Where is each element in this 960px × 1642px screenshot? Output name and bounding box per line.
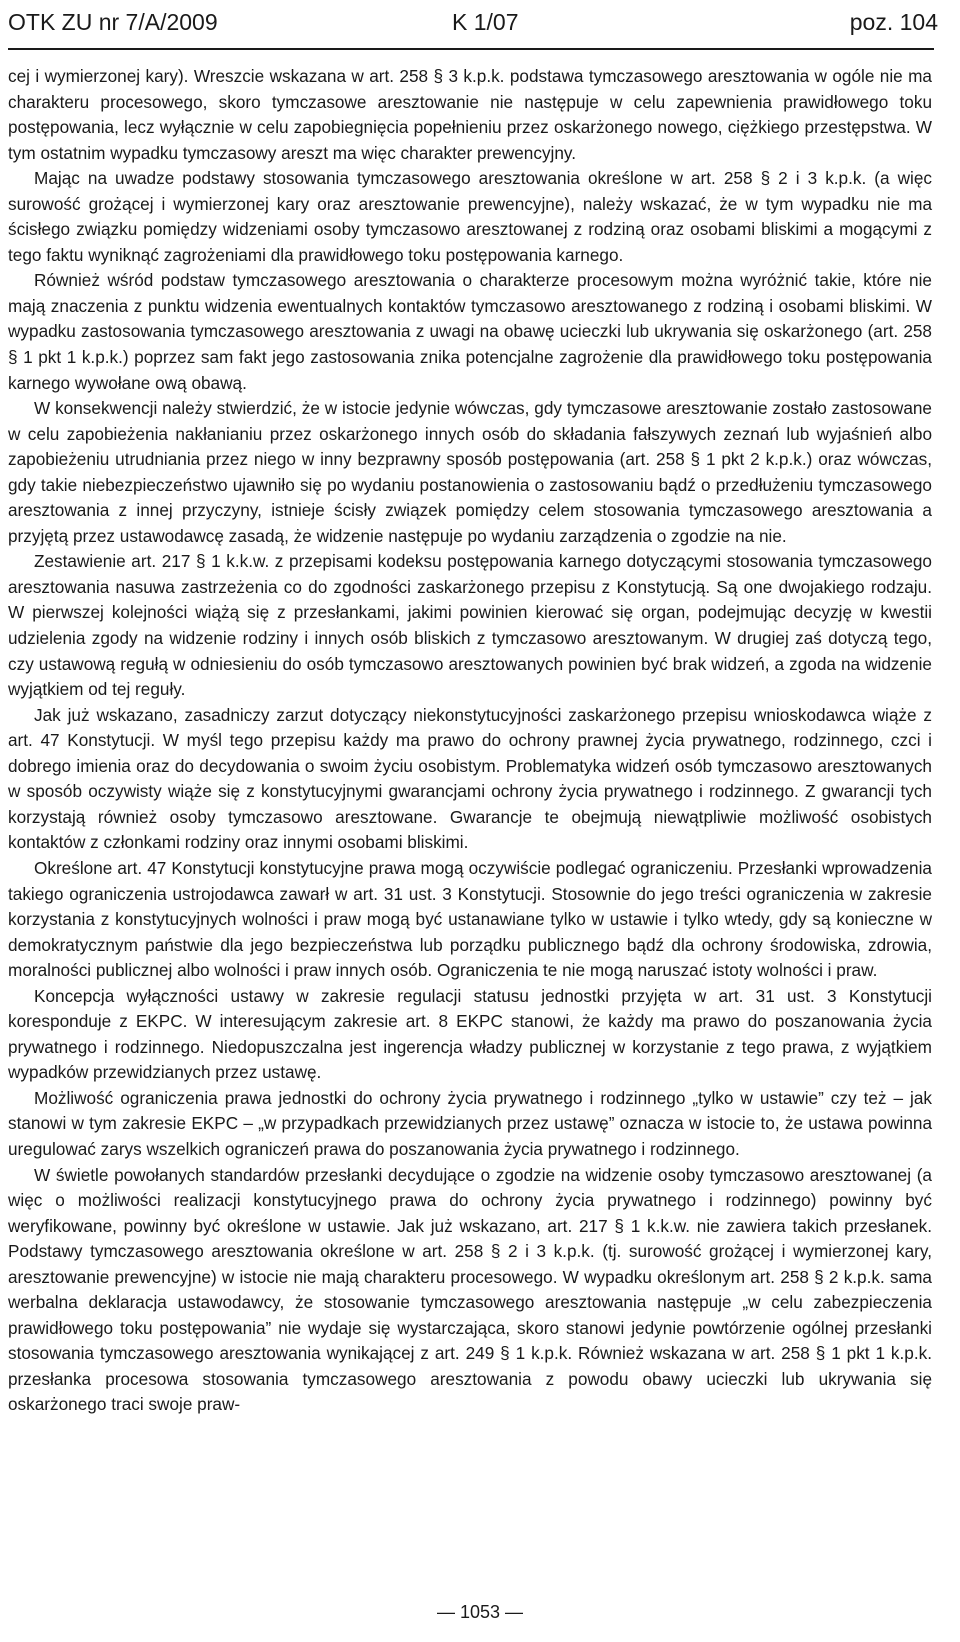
paragraph: Jak już wskazano, zasadniczy zarzut dotyczący niekonstytucyjności zaskarżonego przepisu wnioskodawca wiąże z art. 47 Konstytucji. W myśl tego przepisu każdy ma prawo do ochrony prawnej życia prywatnego, rodzinnego, czci i dobrego imienia oraz do decydowania o swoim życiu osobistym. Problematyka widzeń osób tymczasowo aresztowanych w sposób oczywisty wiąże się z konstytucyjnymi gwarancjami ochrony życia prywatnego i rodzinnego. Z gwarancji tych korzystają również osoby tymczasowo aresztowane. Gwarancje te obejmują niewątpliwie możliwość osobistych kontaktów z członkami rodziny oraz innymi osobami bliskimi. bbox=[8, 704, 932, 853]
paragraph: Koncepcja wyłączności ustawy w zakresie regulacji statusu jednostki przyjęta w art. 31 ust. 3 Konstytucji koresponduje z EKPC. W interesującym zakresie art. 8 EKPC stanowi, że każdy ma prawo do poszanowania życia prywatnego i rodzinnego. Niedopuszczalna jest ingerencja władzy publicznej w korzystanie z tego prawa, z wyjątkiem wypadków przewidzianych przez ustawę. bbox=[8, 985, 932, 1083]
case-number: K 1/07 bbox=[452, 9, 519, 35]
document-body bbox=[8, 64, 932, 1418]
page-number: — 1053 — bbox=[436, 1602, 524, 1622]
paragraph: Możliwość ograniczenia prawa jednostki do ochrony życia prywatnego i rodzinnego „tylko w ustawie” czy też – jak stanowi w tym zakresie EKPC – „w przypadkach przewidzianych przez ustawę” oznacza w istocie to, że ustawa powinna uregulować zarys wszelkich ograniczeń prawa do poszanowania życia prywatnego i rodzinnego. bbox=[8, 1087, 932, 1159]
paragraph: Również wśród podstaw tymczasowego aresztowania o charakterze procesowym można wyróżnić takie, które nie mają znaczenia z punktu widzenia ewentualnych kontaktów tymczasowo aresztowanego z rodziną i osobami bliskimi. W wypadku zastosowania tymczasowego aresztowania z uwagi na obawę ucieczki lub ukrywania się oskarżonego (art. 258 § 1 pkt 1 k.p.k.) poprzez sam fakt jego zastosowania znika potencjalne zagrożenie dla prawidłowego toku postępowania karnego wywołane ową obawą. bbox=[8, 270, 932, 393]
paragraph-continuation: cej i wymierzonej kary). Wreszcie wskazana w art. 258 § 3 k.p.k. podstawa tymczasowego aresztowania w ogóle nie ma charakteru procesowego, skoro tymczasowe aresztowanie nie następuje w celu zapewnienia prawidłowego toku postępowania, lecz wyłącznie w celu zapobiegnięcia popełnieniu przez oskarżonego nowego, ciężkiego przestępstwa. W tym ostatnim wypadku tymczasowy areszt ma więc charakter prewencyjny. bbox=[8, 66, 932, 163]
paragraph: Określone art. 47 Konstytucji konstytucyjne prawa mogą oczywiście podlegać ograniczeniu. Przesłanki wprowadzenia takiego ograniczenia ustrojodawca zawarł w art. 31 ust. 3 Konstytucji. Stosownie do jego treści ograniczenia w zakresie korzystania z konstytucyjnych wolności i praw mogą być ustanawiane tylko w ustawie i tylko wtedy, gdy są konieczne w demokratycznym państwie dla jego bezpieczeństwa lub porządku publicznego bądź dla ochrony środowiska, zdrowia, moralności publicznej albo wolności i praw innych osób. Ograniczenia te nie mogą naruszać istoty wolności i praw. bbox=[8, 857, 932, 981]
paragraph: W świetle powołanych standardów przesłanki decydujące o zgodzie na widzenie osoby tymczasowo aresztowanej (a więc o możliwości realizacji konstytucyjnego prawa do ochrony życia prywatnego i rodzinnego) powinny być weryfikowane, powinny być określone w ustawie. Jak już wskazano, art. 217 § 1 k.k.w. nie zawiera takich przesłanek. Podstawy tymczasowego aresztowania określone w art. 258 § 2 i 3 k.p.k. (tj. surowość grożącej i wymierzonej kary, aresztowanie prewencyjne) w istocie nie mają charakteru procesowego. W wypadku określonym art. 258 § 2 k.p.k. sama werbalna deklaracja ustawodawcy, że stosowanie tymczasowego aresztowania następuje „w celu zabezpieczenia prawidłowego toku postępowania” nie wydaje się wystarczająca, skoro stanowi jedynie powtórzenie ogólnej przesłanki stosowania tymczasowego aresztowania wynikającej z art. 249 § 1 k.p.k. Również wskazana w art. 258 § 1 pkt 1 k.p.k. przesłanka procesowa stosowania tymczasowego aresztowania z powodu obawy ucieczki lub ukrywania się oskarżonego traci swoje praw- bbox=[8, 1164, 932, 1415]
journal-reference: OTK ZU nr 7/A/2009 bbox=[8, 9, 218, 35]
page-header bbox=[8, 2, 938, 42]
paragraph: Zestawienie art. 217 § 1 k.k.w. z przepisami kodeksu postępowania karnego dotyczącymi stosowania tymczasowego aresztowania nasuwa zastrzeżenia co do zgodności zaskarżonego przepisu z Konstytucją. Są one dwojakiego rodzaju. W pierwszej kolejności wiążą się z przesłankami, jakimi powinien kierować się organ, podejmując decyzję w kwestii udzielenia zgody na widzenie rodziny i innych osób bliskich z tymczasowo aresztowanym. W drugiej zaś dotyczą tego, czy ustawową regułą w odniesieniu do osób tymczasowo aresztowanych powinien być brak widzeń, a zgoda na widzenie wyjątkiem od tej reguły. bbox=[8, 551, 932, 700]
position-number: poz. 104 bbox=[849, 9, 938, 35]
paragraph: W konsekwencji należy stwierdzić, że w istocie jedynie wówczas, gdy tymczasowe aresztowanie zostało zastosowane w celu zapobieżenia nakłanianiu przez oskarżonego innych osób do składania fałszywych zeznań lub wyjaśnień albo zapobieżeniu utrudniania przez niego w inny bezprawny sposób postępowania (art. 258 § 1 pkt 2 k.p.k.) oraz wówczas, gdy takie niebezpieczeństwo ujawniło się po wydaniu postanowienia o zastosowaniu bądź o przedłużeniu tymczasowego aresztowania z innej przyczyny, istnieje ścisły związek pomiędzy celem stosowania tymczasowego aresztowania a przyjętą przez ustawodawcę zasadą, że widzenie następuje po wydaniu zarządzenia o zgodzie na nie. bbox=[8, 398, 932, 546]
paragraph: Mając na uwadze podstawy stosowania tymczasowego aresztowania określone w art. 258 § 2 i 3 k.p.k. (a więc surowość grożącej i wymierzonej kary oraz aresztowanie prewencyjne), należy wskazać, że w tym wypadku nie ma ścisłego związku pomiędzy widzeniami osoby tymczasowo aresztowanej z rodziną oraz osobami bliskimi a mogącymi z tego faktu wyniknąć zagrożeniami dla prawidłowego toku postępowania karnego. bbox=[8, 168, 932, 265]
header-divider bbox=[8, 48, 934, 50]
